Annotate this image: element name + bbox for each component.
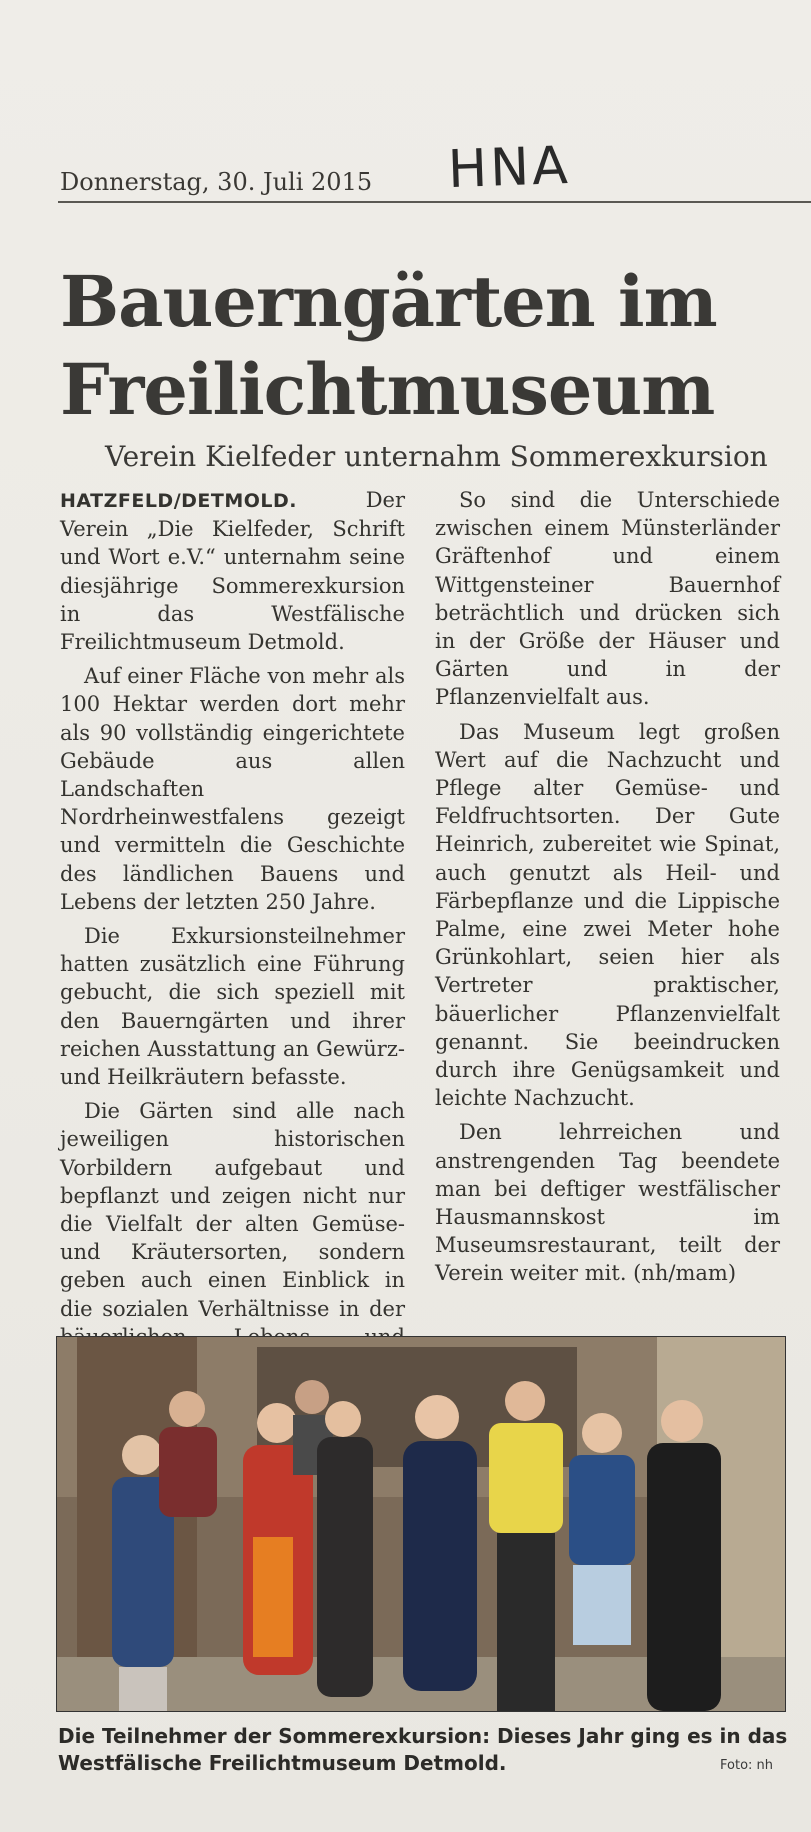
issue-date: Donnerstag, 30. Juli 2015: [60, 168, 373, 196]
header-rule: [58, 201, 811, 203]
article-column-right: [435, 486, 780, 1294]
group-photo: [56, 1336, 786, 1712]
photo-credit: Foto: nh: [720, 1758, 774, 1773]
paragraph-1-text: Der Verein „Die Kielfeder, Schrift und Wort e.V.“ unternahm seine diesjährige Sommerexkursion in das Westfälische Freilichtmuseum Detmold.: [60, 488, 405, 655]
paragraph-6: Das Museum legt großen Wert auf die Nachzucht und Pflege alter Gemüse- und Feldfruchtsorten. Der Gute Heinrich, zubereitet wie Spinat, auch genutzt als Heil- und Färbepflanze und die Lippische Palme, eine zwei Meter hohe Grünkohlart, seien hier als Vertreter praktischer, bäuerlicher Pflanzenvielfalt genannt. Sie beeindrucken durch ihre Genügsamkeit und leichte Nachzucht.: [435, 719, 780, 1111]
paragraph-5: So sind die Unterschiede zwischen einem Münsterländer Gräftenhof und einem Wittgensteiner Bauernhof beträchtlich und drücken sich in der Größe der Häuser und Gärten und in der Pflanzenvielfalt aus.: [435, 488, 780, 710]
article-subheadline: Verein Kielfeder unternahm Sommerexkursion: [105, 440, 768, 473]
paragraph-2: Auf einer Fläche von mehr als 100 Hektar werden dort mehr als 90 vollständig eingerichtete Gebäude aus allen Landschaften Nordrheinwestfalens gezeigt und vermitteln die Geschichte des ländlichen Bauens und Lebens der letzten 250 Jahre.: [60, 664, 405, 914]
paragraph-4: Die Gärten sind alle nach jeweiligen historischen Vorbildern aufgebaut und bepflanzt und zeigen nicht nur die Vielfalt der alten Gemüse- und Kräutersorten, sondern geben auch einen Einblick in die sozialen Verhältnisse in der: [60, 1099, 405, 1321]
photo-caption: Die Teilnehmer der Sommerexkursion: Dieses Jahr ging es in das Westfälische Freilichtmuseum Detmold.: [58, 1724, 788, 1775]
article-column-left: [60, 486, 405, 1385]
article-headline: [60, 258, 800, 434]
group-photo-illustration: [57, 1337, 785, 1711]
paragraph-3: Die Exkursionsteilnehmer hatten zusätzlich eine Führung gebucht, die sich speziell mit den Bauerngärten und ihrer reichen Ausstattung an Gewürz- und Heilkräutern befasste.: [60, 924, 405, 1090]
dateline-location: HATZFELD/DETMOLD.: [60, 490, 298, 512]
headline-line-2: Freilichtmuseum: [60, 348, 715, 431]
newspaper-handwritten-label: HNA: [446, 135, 572, 201]
paragraph-1: [60, 486, 405, 656]
headline-line-1: Bauerngärten im: [60, 260, 717, 343]
paragraph-7: Den lehrreichen und anstrengenden Tag beendete man bei deftiger westfälischer Hausmannskost im Museumsrestaurant, teilt der Verein weiter mit. (nh/mam): [435, 1120, 780, 1286]
